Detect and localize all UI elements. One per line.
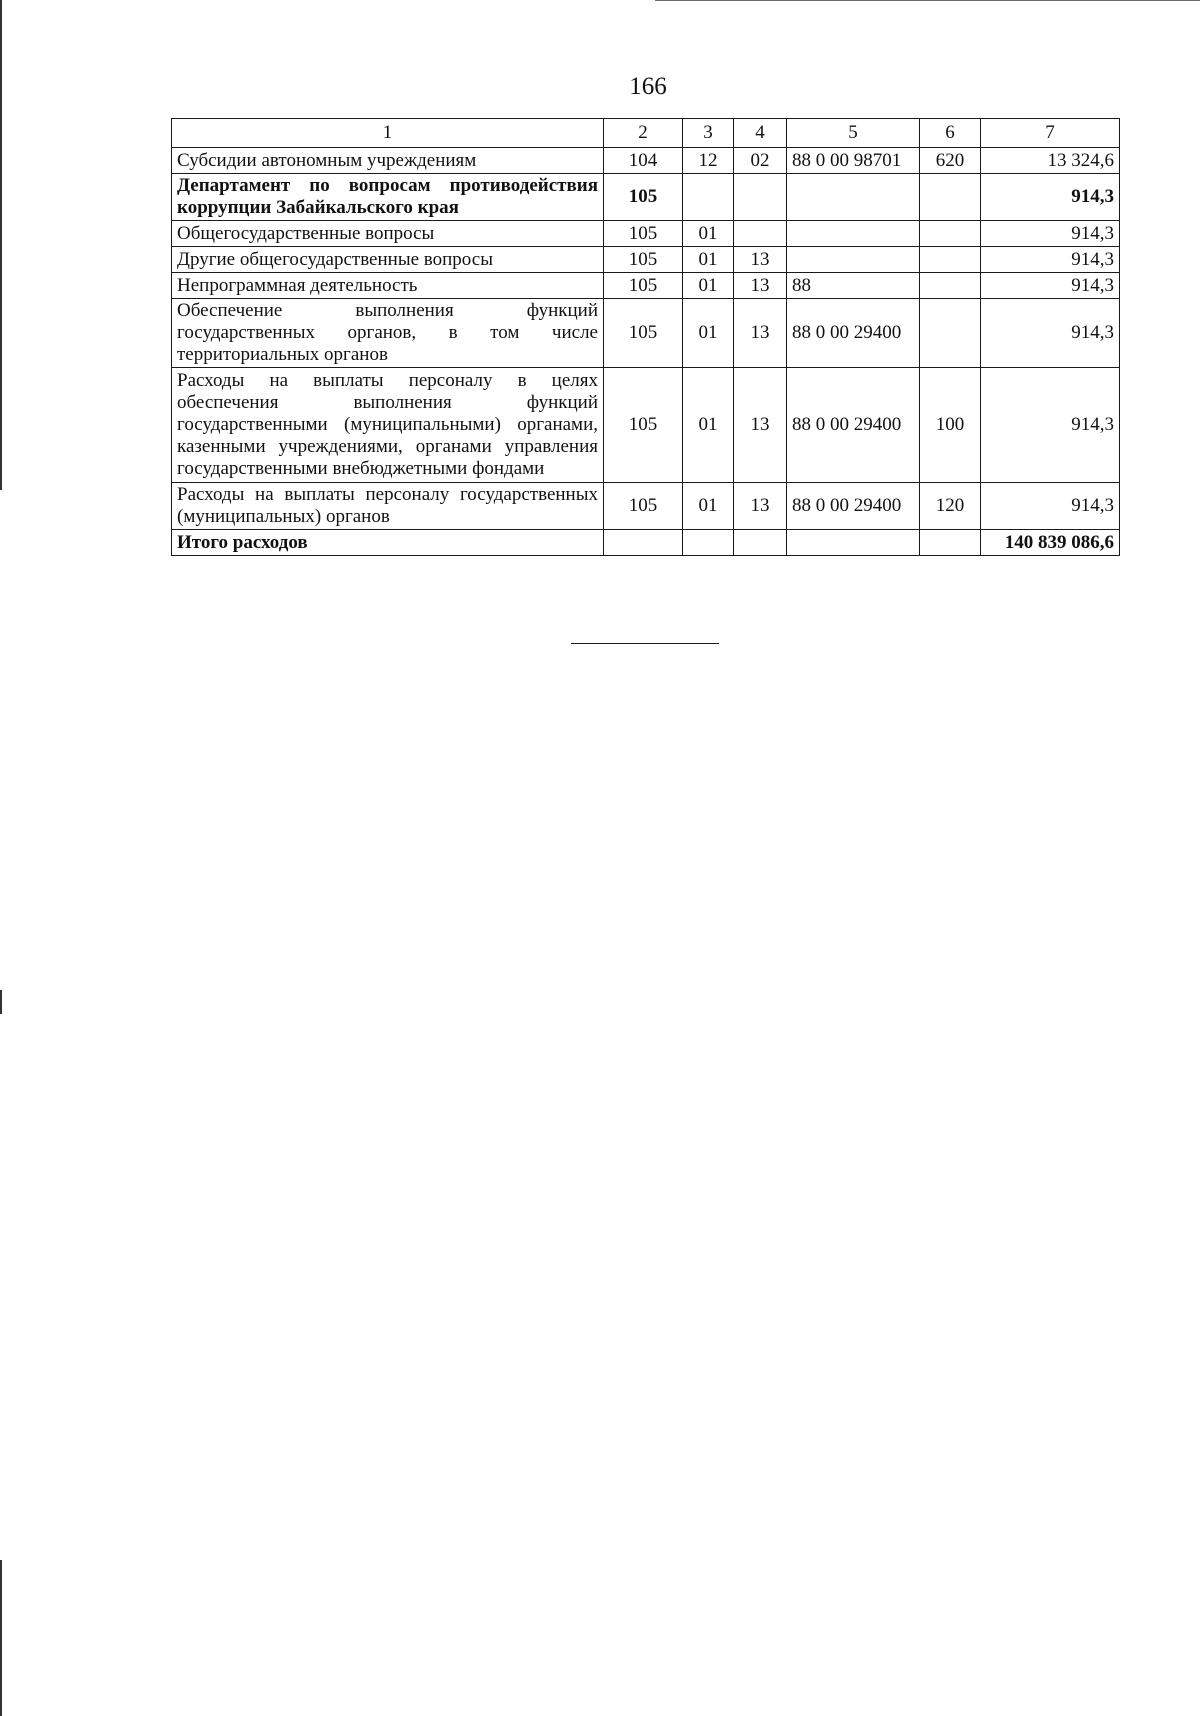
expense-name-cell: Непрограммная деятельность [172,273,604,299]
table-row [172,174,1120,221]
target-article-cell: 88 0 00 29400 [787,299,920,368]
scan-left-edge-lower [0,1560,2,1716]
department-code-cell: 105 [604,299,683,368]
column-header: 6 [920,119,981,148]
table-row [172,273,1120,299]
section-code-cell: 01 [683,483,734,530]
section-code-cell: 12 [683,148,734,174]
column-header: 3 [683,119,734,148]
subsection-code-cell [734,221,787,247]
department-code-cell: 105 [604,221,683,247]
expense-type-cell [920,530,981,556]
scan-left-edge-mark [0,990,2,1014]
page-number: 166 [629,73,667,100]
subsection-code-cell: 02 [734,148,787,174]
table-row [172,247,1120,273]
expense-name-cell: Общегосударственные вопросы [172,221,604,247]
expense-name-cell: Расходы на выплаты персоналу в целях обеспечения выполнения функций государственными (муниципальными) органами, казенными учреждениями, органами управления государственными внебюджетными фондами [172,368,604,483]
expense-type-cell [920,273,981,299]
target-article-cell: 88 0 00 29400 [787,483,920,530]
subsection-code-cell: 13 [734,273,787,299]
department-code-cell: 105 [604,273,683,299]
amount-cell: 914,3 [981,174,1120,221]
amount-cell: 914,3 [981,483,1120,530]
department-code-cell: 105 [604,368,683,483]
expense-type-cell: 620 [920,148,981,174]
expense-type-cell [920,299,981,368]
table-body [172,148,1120,556]
section-code-cell: 01 [683,368,734,483]
column-header: 5 [787,119,920,148]
column-header: 1 [172,119,604,148]
expense-name-cell: Департамент по вопросам противодействия коррупции Забайкальского края [172,174,604,221]
section-code-cell [683,174,734,221]
expense-type-cell [920,174,981,221]
expense-name-cell: Итого расходов [172,530,604,556]
expenditure-table [171,118,1120,556]
section-code-cell: 01 [683,299,734,368]
target-article-cell [787,221,920,247]
amount-cell: 13 324,6 [981,148,1120,174]
end-of-document-rule [571,643,719,644]
table-row [172,530,1120,556]
table-row [172,299,1120,368]
department-code-cell: 104 [604,148,683,174]
amount-cell: 914,3 [981,221,1120,247]
table-row [172,148,1120,174]
amount-cell: 914,3 [981,247,1120,273]
column-header: 7 [981,119,1120,148]
subsection-code-cell [734,530,787,556]
department-code-cell: 105 [604,174,683,221]
section-code-cell: 01 [683,221,734,247]
amount-cell: 914,3 [981,368,1120,483]
department-code-cell: 105 [604,483,683,530]
target-article-cell: 88 [787,273,920,299]
section-code-cell: 01 [683,247,734,273]
expense-type-cell [920,247,981,273]
table-row [172,221,1120,247]
column-header: 2 [604,119,683,148]
amount-cell: 140 839 086,6 [981,530,1120,556]
target-article-cell [787,174,920,221]
target-article-cell [787,530,920,556]
target-article-cell: 88 0 00 29400 [787,368,920,483]
table-header-row [172,119,1120,148]
subsection-code-cell: 13 [734,368,787,483]
department-code-cell: 105 [604,247,683,273]
department-code-cell [604,530,683,556]
subsection-code-cell: 13 [734,247,787,273]
section-code-cell [683,530,734,556]
subsection-code-cell [734,174,787,221]
table-row [172,368,1120,483]
expense-type-cell: 120 [920,483,981,530]
expense-type-cell [920,221,981,247]
expense-name-cell: Другие общегосударственные вопросы [172,247,604,273]
amount-cell: 914,3 [981,299,1120,368]
expense-name-cell: Субсидии автономным учреждениям [172,148,604,174]
target-article-cell [787,247,920,273]
subsection-code-cell: 13 [734,299,787,368]
expense-name-cell: Обеспечение выполнения функций государственных органов, в том числе территориальных органов [172,299,604,368]
expense-type-cell: 100 [920,368,981,483]
expense-name-cell: Расходы на выплаты персоналу государственных (муниципальных) органов [172,483,604,530]
target-article-cell: 88 0 00 98701 [787,148,920,174]
column-header: 4 [734,119,787,148]
subsection-code-cell: 13 [734,483,787,530]
table-row [172,483,1120,530]
section-code-cell: 01 [683,273,734,299]
amount-cell: 914,3 [981,273,1120,299]
scan-top-rule [655,0,1200,1]
